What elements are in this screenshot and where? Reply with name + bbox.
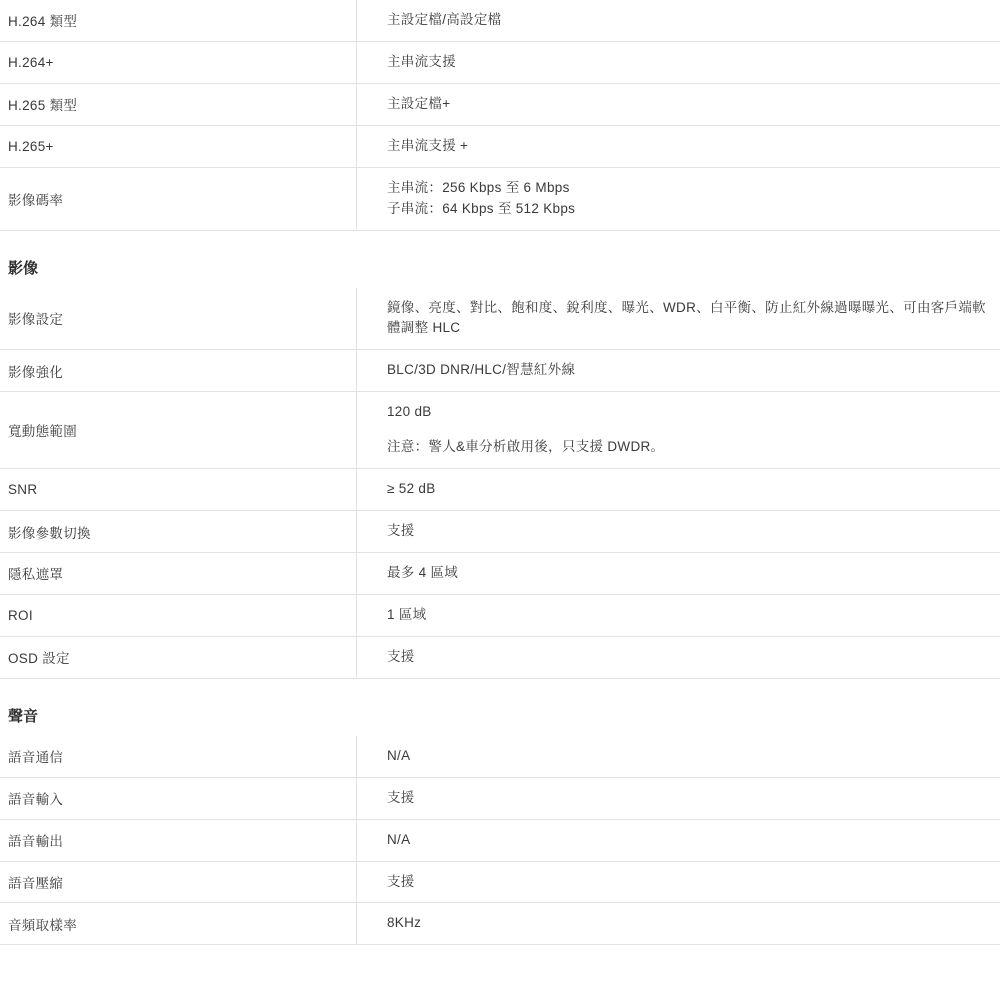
spec-label: 語音壓縮 (0, 861, 357, 903)
spec-value (357, 125, 1000, 167)
spec-value-line: 主串流支援 (387, 53, 456, 69)
spec-label: H.264 類型 (0, 0, 357, 41)
spec-value-line: 支援 (387, 648, 415, 664)
table-row (0, 288, 1000, 350)
spec-value-line: 主設定檔+ (387, 95, 451, 111)
spec-value-line: 支援 (387, 873, 415, 889)
spec-value-line: 主串流：256 Kbps 至 6 Mbps (387, 179, 570, 195)
spec-value (357, 777, 1000, 819)
spec-label: 隱私遮罩 (0, 552, 357, 594)
spec-value-line: N/A (387, 831, 411, 847)
spec-label: 影像強化 (0, 350, 357, 392)
spec-value (357, 636, 1000, 678)
spec-value-line: 鏡像、亮度、對比、飽和度、銳利度、曝光、WDR、白平衡、防止紅外線過曝曝光、可由客戶端軟體調整 HLC (387, 299, 986, 336)
spec-label: 寬動態範圍 (0, 392, 357, 469)
spec-value (357, 0, 1000, 41)
spec-value-line: 支援 (387, 789, 415, 805)
spec-label: H.265+ (0, 125, 357, 167)
spec-label: ROI (0, 594, 357, 636)
spec-value-line: N/A (387, 747, 411, 763)
table-row (0, 861, 1000, 903)
spec-value (357, 861, 1000, 903)
spec-label: 語音輸出 (0, 819, 357, 861)
table-row (0, 511, 1000, 553)
spec-value (357, 552, 1000, 594)
table-row (0, 41, 1000, 83)
spec-label: H.264+ (0, 41, 357, 83)
table-row (0, 594, 1000, 636)
section-heading: 聲音 (8, 707, 39, 725)
table-row (0, 83, 1000, 125)
table-row (0, 167, 1000, 230)
spec-value (357, 350, 1000, 392)
spec-value (357, 83, 1000, 125)
table-row (0, 777, 1000, 819)
spec-value-line: 8KHz (387, 915, 422, 931)
table-row (0, 0, 1000, 41)
spec-label: 音頻取樣率 (0, 903, 357, 945)
spec-value (357, 167, 1000, 230)
spec-label: 影像參數切換 (0, 511, 357, 553)
table-row (0, 636, 1000, 678)
table-row (0, 552, 1000, 594)
spec-value (357, 392, 1000, 469)
table-row (0, 350, 1000, 392)
spec-value-line: BLC/3D DNR/HLC/智慧紅外線 (387, 362, 576, 378)
spec-value-line: 主串流支援 + (387, 137, 469, 153)
section-heading: 影像 (8, 259, 39, 277)
spec-value (357, 736, 1000, 777)
spec-value-line: 1 區域 (387, 606, 427, 622)
spec-value (357, 903, 1000, 945)
spec-value-line: 主設定檔/高設定檔 (387, 12, 502, 27)
spec-label: OSD 設定 (0, 636, 357, 678)
table-row (0, 736, 1000, 777)
spec-label: 語音通信 (0, 736, 357, 777)
table-row (0, 392, 1000, 469)
spec-label: 影像設定 (0, 288, 357, 350)
section-heading-row (0, 230, 1000, 288)
spec-label: H.265 類型 (0, 83, 357, 125)
table-row (0, 469, 1000, 511)
spec-value (357, 594, 1000, 636)
section-heading-row (0, 678, 1000, 736)
spec-value (357, 288, 1000, 350)
spec-label: 語音輸入 (0, 777, 357, 819)
spec-value-note: 注意：警人&車分析啟用後，只支援 DWDR。 (387, 439, 665, 455)
table-row (0, 125, 1000, 167)
table-row (0, 819, 1000, 861)
spec-label: 影像碼率 (0, 167, 357, 230)
spec-value (357, 819, 1000, 861)
spec-value-line: ≥ 52 dB (387, 481, 436, 497)
spec-value-line: 120 dB (387, 404, 432, 420)
spec-label: SNR (0, 469, 357, 511)
table-row (0, 903, 1000, 945)
spec-value-line: 支援 (387, 523, 415, 539)
spec-value (357, 469, 1000, 511)
spec-value (357, 511, 1000, 553)
spec-value (357, 41, 1000, 83)
spec-value-line: 最多 4 區域 (387, 564, 459, 580)
spec-value-line: 子串流：64 Kbps 至 512 Kbps (387, 200, 576, 216)
